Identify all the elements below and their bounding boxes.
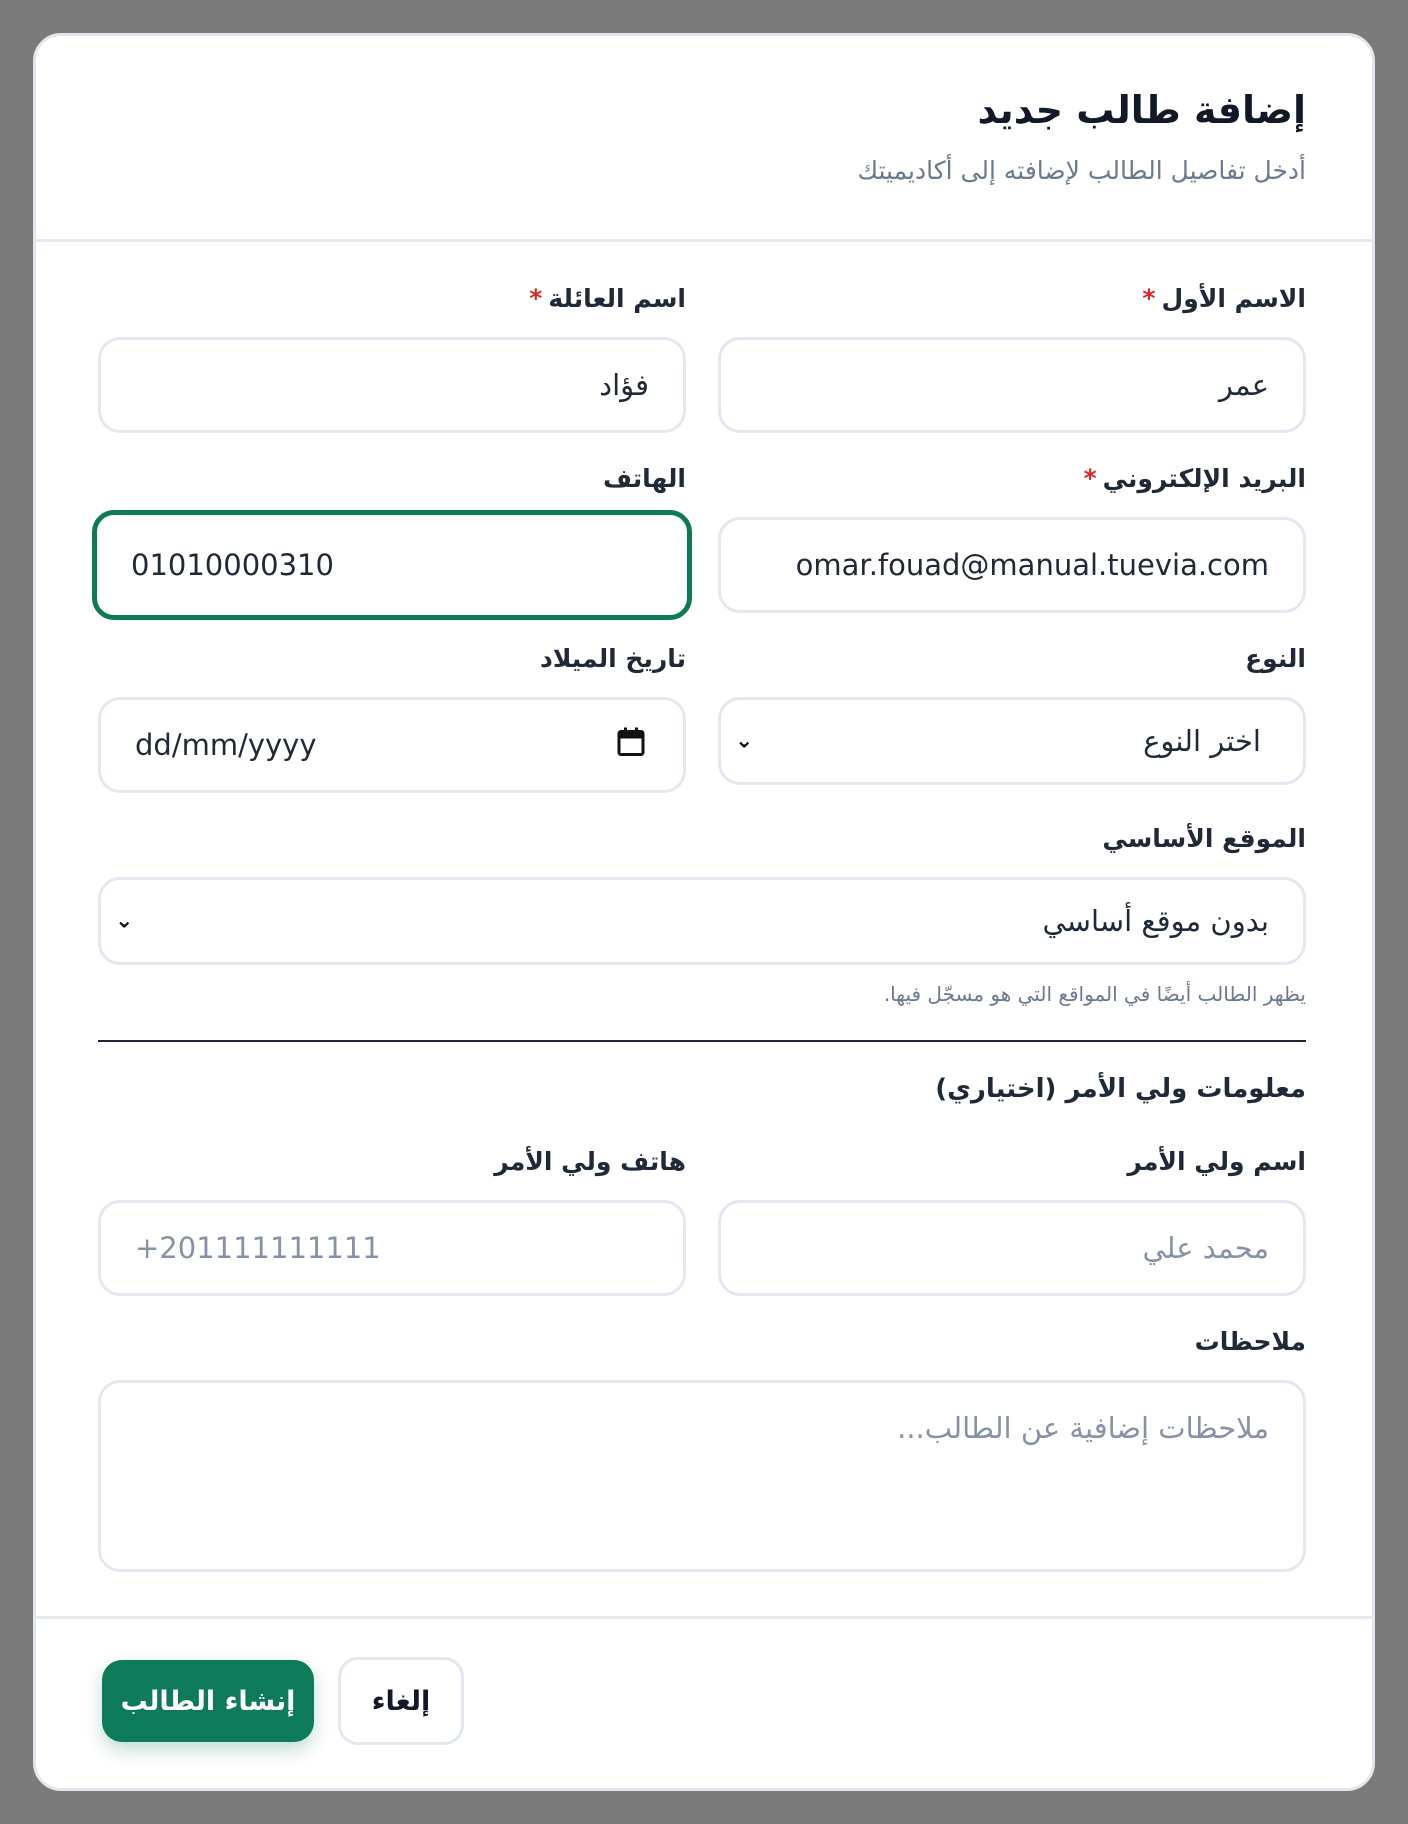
gender-label: النوع [1245, 644, 1306, 673]
notes-textarea[interactable] [98, 1380, 1306, 1572]
first-name-label [1142, 284, 1306, 313]
last-name-label-text: اسم العائلة [548, 284, 686, 313]
birth-date-input[interactable] [98, 697, 686, 793]
email-value: omar.fouad@manual.tuevia.com [795, 548, 1269, 582]
guardian-phone-input[interactable] [98, 1200, 686, 1296]
birth-date-label: تاريخ الميلاد [539, 644, 686, 673]
gender-select[interactable] [718, 697, 1306, 785]
last-name-input[interactable] [98, 337, 686, 433]
phone-label: الهاتف [602, 464, 686, 493]
notes-placeholder: ملاحظات إضافية عن الطالب... [897, 1411, 1269, 1445]
primary-location-select[interactable] [98, 877, 1306, 965]
birth-date-value: dd/mm/yyyy [135, 728, 317, 762]
primary-location-hint: يظهر الطالب أيضًا في المواقع التي هو مسجّل فيها. [883, 982, 1306, 1006]
chevron-down-icon: ⌄ [735, 728, 754, 754]
required-mark: * [1142, 284, 1156, 313]
email-label-text: البريد الإلكتروني [1102, 464, 1306, 493]
calendar-icon[interactable] [617, 727, 645, 764]
last-name-value: فؤاد [599, 368, 649, 402]
dialog-subtitle: أدخل تفاصيل الطالب لإضافته إلى أكاديميتك [857, 155, 1306, 185]
first-name-input[interactable] [718, 337, 1306, 433]
guardian-name-placeholder: محمد علي [1142, 1231, 1269, 1265]
primary-location-selected: بدون موقع أساسي [1042, 904, 1269, 938]
guardian-name-label: اسم ولي الأمر [1127, 1147, 1306, 1176]
first-name-label-text: الاسم الأول [1161, 284, 1306, 313]
chevron-down-icon: ⌄ [115, 908, 134, 934]
first-name-value: عمر [1218, 368, 1269, 402]
notes-label: ملاحظات [1194, 1327, 1306, 1356]
phone-value: 01010000310 [131, 548, 334, 582]
phone-input[interactable] [92, 510, 692, 620]
guardian-section-title: معلومات ولي الأمر (اختياري) [935, 1074, 1306, 1104]
cancel-button[interactable]: إلغاء [338, 1657, 464, 1745]
dialog-header [36, 36, 1372, 242]
dialog-body [36, 242, 1372, 1622]
dialog-footer [36, 1616, 1372, 1788]
guardian-phone-label: هاتف ولي الأمر [494, 1147, 686, 1176]
primary-location-label: الموقع الأساسي [1102, 824, 1306, 853]
section-divider [98, 1040, 1306, 1042]
guardian-name-input[interactable] [718, 1200, 1306, 1296]
required-mark: * [529, 284, 543, 313]
dialog-title: إضافة طالب جديد [977, 88, 1306, 132]
email-input[interactable] [718, 517, 1306, 613]
gender-selected: اختر النوع [1143, 724, 1261, 758]
last-name-label [529, 284, 686, 313]
add-student-dialog [33, 33, 1375, 1791]
create-student-button[interactable]: إنشاء الطالب [102, 1660, 314, 1742]
email-label [1084, 464, 1306, 493]
required-mark: * [1083, 464, 1097, 493]
guardian-phone-placeholder: +201111111111 [135, 1231, 381, 1265]
